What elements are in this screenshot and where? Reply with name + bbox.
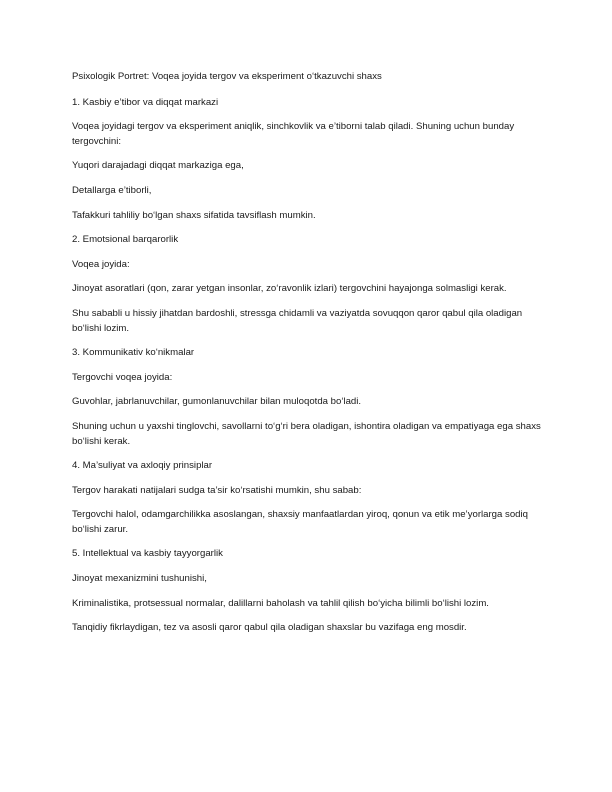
paragraph: Voqea joyidagi tergov va eksperiment aniqlik, sinchkovlik va e’tiborni talab qiladi. Shuning uchun bunday tergovchini: [72, 121, 515, 147]
paragraph: Detallarga e’tiborli, [72, 184, 152, 196]
paragraph: Shuning uchun u yaxshi tinglovchi, savollarni to‘g‘ri bera oladigan, ishontira oladigan va empatiyaga ega shaxs bo‘lishi kerak. [72, 420, 541, 447]
paragraph: Yuqori darajadagi diqqat markaziga ega, [72, 160, 244, 172]
document-title: Psixologik Portret: Voqea joyida tergov va eksperiment o‘tkazuvchi shaxs [72, 71, 382, 82]
paragraph: Tergov harakati natijalari sudga ta’sir ko‘rsatishi mumkin, shu sabab: [72, 484, 362, 496]
paragraph: Tanqidiy fikrlaydigan, tez va asosli qaror qabul qila oladigan shaxslar bu vazifaga eng mosdir. [72, 622, 467, 634]
section-heading-1: 1. Kasbiy e’tibor va diqqat markazi [72, 96, 219, 108]
section-heading-3: 3. Kommunikativ ko‘nikmalar [72, 347, 195, 359]
paragraph: Voqea joyida: [72, 258, 130, 270]
paragraph: Tergovchi voqea joyida: [72, 371, 173, 383]
paragraph: Jinoyat asoratlari (qon, zarar yetgan insonlar, zo‘ravonlik izlari) tergovchini hayajonga solmasligi kerak. [72, 283, 507, 295]
paragraph: Tafakkuri tahliliy bo‘lgan shaxs sifatida tavsiflash mumkin. [72, 209, 316, 221]
paragraph: Tergovchi halol, odamgarchilikka asoslangan, shaxsiy manfaatlardan yiroq, qonun va etik me’yorlarga sodiq bo‘lishi zarur. [72, 509, 528, 535]
paragraph: Guvohlar, jabrlanuvchilar, gumonlanuvchilar bilan muloqotda bo‘ladi. [72, 396, 362, 408]
paragraph: Jinoyat mexanizmini tushunishi, [72, 573, 207, 585]
section-heading-4: 4. Ma’suliyat va axloqiy prinsiplar [72, 460, 213, 472]
document-page [72, 70, 542, 646]
paragraph: Shu sababli u hissiy jihatdan bardoshli, stressga chidamli va vaziyatda sovuqqon qaror qabul qila oladigan bo‘lishi lozim. [72, 307, 523, 334]
section-heading-5: 5. Intellektual va kasbiy tayyorgarlik [72, 548, 223, 560]
paragraph: Kriminalistika, protsessual normalar, dalillarni baholash va tahlil qilish bo‘yicha bilimli bo‘lishi lozim. [72, 597, 489, 609]
section-heading-2: 2. Emotsional barqarorlik [72, 234, 179, 246]
